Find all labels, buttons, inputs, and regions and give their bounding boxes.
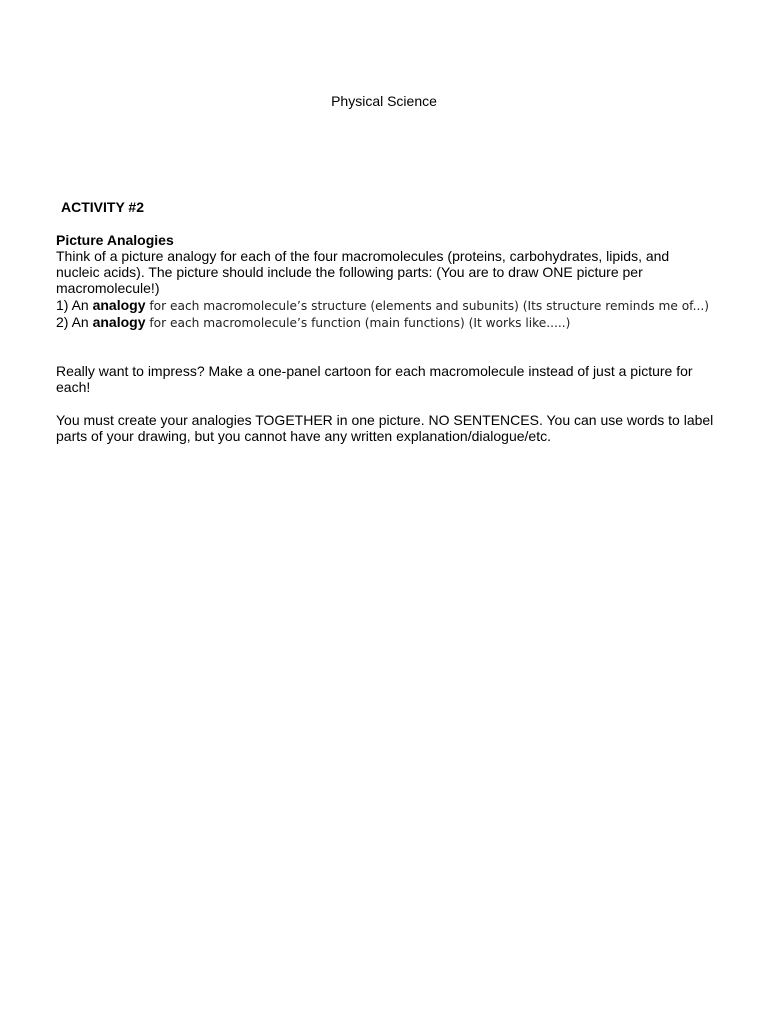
impress-text: Really want to impress? Make a one-panel cartoon for each macromolecule instead of just a picture for each! bbox=[56, 363, 693, 395]
picture-analogies-section bbox=[56, 232, 716, 296]
together-text: You must create your analogies TOGETHER in one picture. NO SENTENCES. You can use words to label parts of your drawing, but you cannot have any written explanation/dialogue/etc. bbox=[56, 412, 714, 444]
analogy-list bbox=[56, 297, 716, 331]
list-item-prefix: 1) An bbox=[56, 297, 93, 313]
intro-paragraph: Think of a picture analogy for each of the four macromolecules (proteins, carbohydrates, lipids, and nucleic acids). The picture should include the following parts: (You are to draw ONE picture per macromolecule!) bbox=[56, 248, 670, 296]
list-item-function bbox=[56, 314, 716, 331]
list-item-prefix: 2) An bbox=[56, 314, 93, 330]
list-item-text: for each macromolecule’s structure (elements and subunits) (Its structure reminds me of...) bbox=[145, 299, 709, 313]
list-item-keyword: analogy bbox=[92, 297, 146, 313]
list-item-keyword: analogy bbox=[92, 314, 146, 330]
list-item-text: for each macromolecule’s function (main functions) (It works like.....) bbox=[145, 316, 571, 330]
list-item-structure bbox=[56, 297, 716, 314]
page-title: Physical Science bbox=[331, 93, 437, 109]
section-heading: Picture Analogies bbox=[56, 232, 174, 248]
together-paragraph bbox=[56, 412, 716, 444]
activity-label: ACTIVITY #2 bbox=[61, 199, 144, 215]
impress-paragraph bbox=[56, 363, 716, 395]
